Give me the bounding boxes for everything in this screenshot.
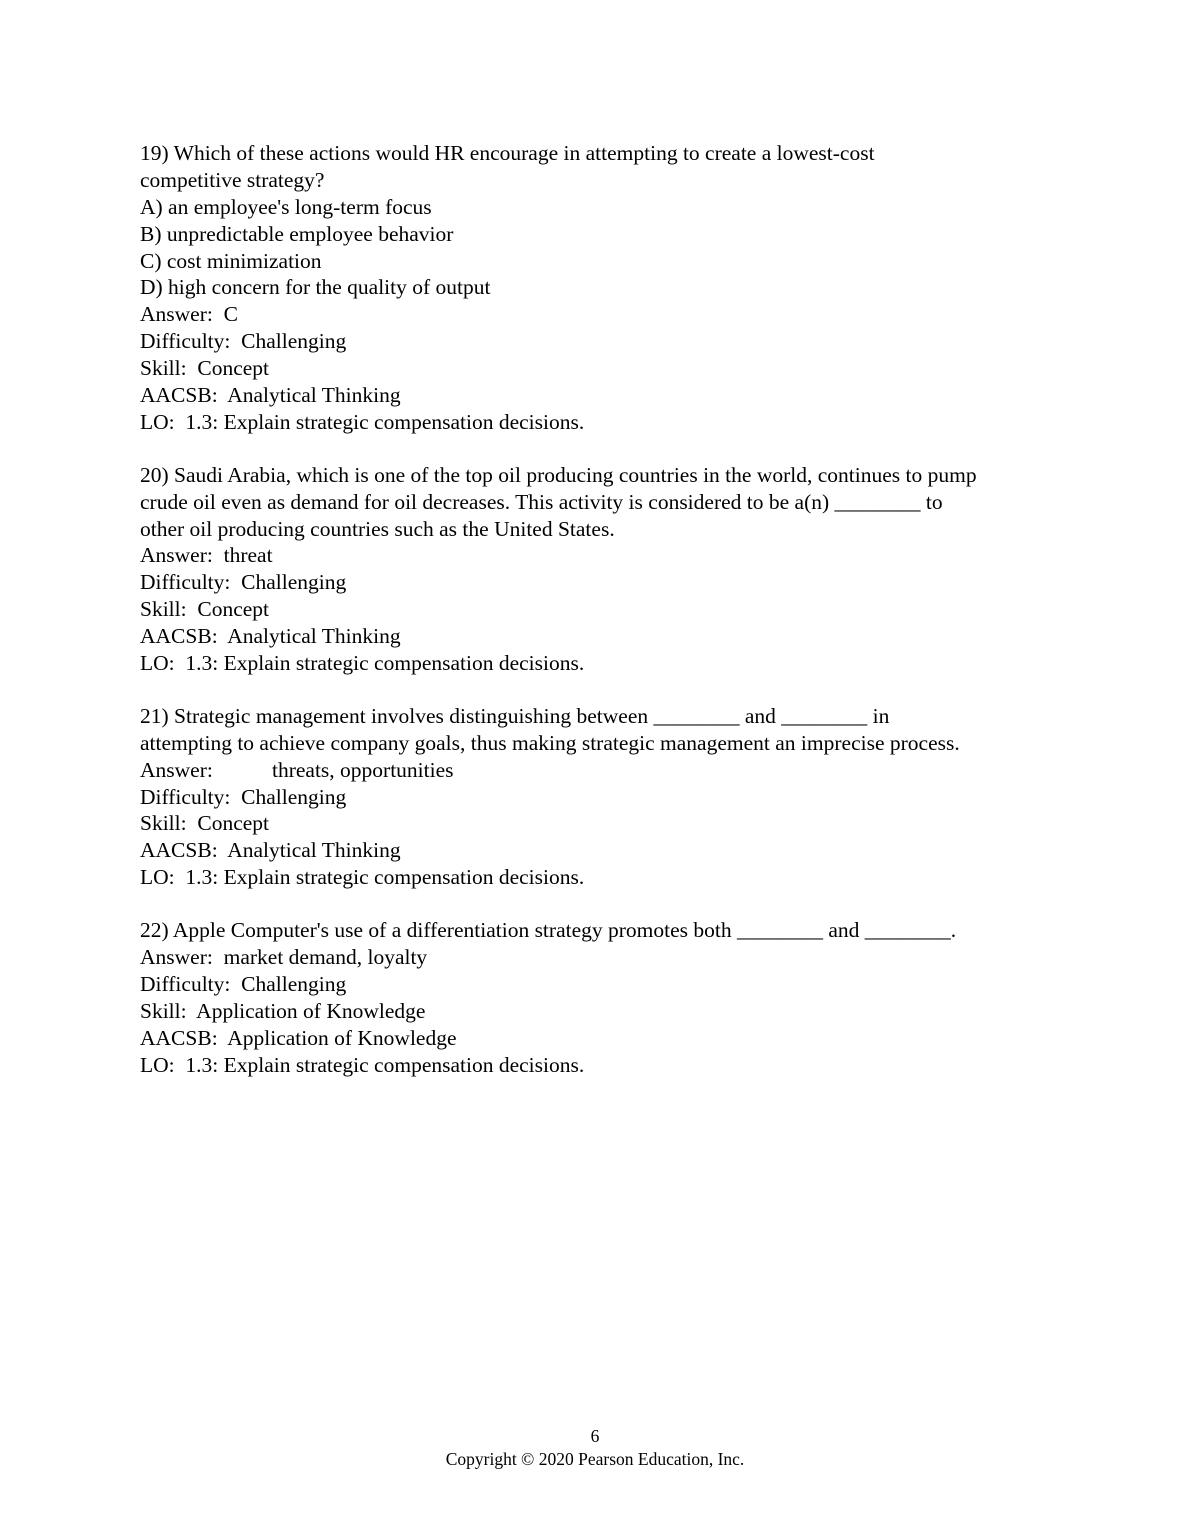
answer-option-a: A) an employee's long-term focus [140, 194, 432, 219]
answer-line: Answer: C [140, 302, 238, 327]
question-19 [140, 140, 1060, 436]
answer-line: Answer: market demand, loyalty [140, 945, 428, 970]
question-stem-line: 20) Saudi Arabia, which is one of the top oil producing countries in the world, continues to pump [140, 462, 977, 487]
difficulty-line: Difficulty: Challenging [140, 971, 347, 996]
document-body [140, 140, 1060, 1105]
page-number: 6 [590, 1426, 600, 1446]
question-stem-line: crude oil even as demand for oil decreases. This activity is considered to be a(n) ________ to [140, 489, 943, 514]
question-stem-line: 21) Strategic management involves distinguishing between ________ and ________ in [140, 703, 890, 728]
aacsb-line: AACSB: Analytical Thinking [140, 838, 401, 863]
question-22 [140, 917, 1060, 1078]
skill-line: Skill: Concept [140, 811, 269, 836]
difficulty-line: Difficulty: Challenging [140, 784, 347, 809]
aacsb-line: AACSB: Application of Knowledge [140, 1025, 457, 1050]
skill-line: Skill: Application of Knowledge [140, 998, 426, 1023]
question-stem-line: 22) Apple Computer's use of a differentiation strategy promotes both ________ and ________. [140, 918, 957, 943]
skill-line: Skill: Concept [140, 356, 269, 381]
aacsb-line: AACSB: Analytical Thinking [140, 624, 401, 649]
lo-line: LO: 1.3: Explain strategic compensation decisions. [140, 865, 585, 890]
answer-option-d: D) high concern for the quality of output [140, 275, 491, 300]
skill-line: Skill: Concept [140, 597, 269, 622]
copyright-notice: Copyright © 2020 Pearson Education, Inc. [445, 1449, 745, 1469]
lo-line: LO: 1.3: Explain strategic compensation decisions. [140, 1052, 585, 1077]
question-stem-line: competitive strategy? [140, 167, 325, 192]
lo-line: LO: 1.3: Explain strategic compensation decisions. [140, 409, 585, 434]
answer-option-b: B) unpredictable employee behavior [140, 221, 454, 246]
aacsb-line: AACSB: Analytical Thinking [140, 383, 401, 408]
question-stem-line: attempting to achieve company goals, thus making strategic management an imprecise process. [140, 730, 960, 755]
lo-line: LO: 1.3: Explain strategic compensation decisions. [140, 651, 585, 676]
question-stem-line: 19) Which of these actions would HR encourage in attempting to create a lowest-cost [140, 141, 875, 165]
question-21 [140, 703, 1060, 891]
answer-option-c: C) cost minimization [140, 248, 322, 273]
question-20 [140, 462, 1060, 677]
difficulty-line: Difficulty: Challenging [140, 329, 347, 354]
answer-line: Answer: threat [140, 543, 273, 568]
difficulty-line: Difficulty: Challenging [140, 570, 347, 595]
question-stem-line: other oil producing countries such as the United States. [140, 516, 615, 541]
answer-line: Answer: threats, opportunities [140, 757, 454, 782]
